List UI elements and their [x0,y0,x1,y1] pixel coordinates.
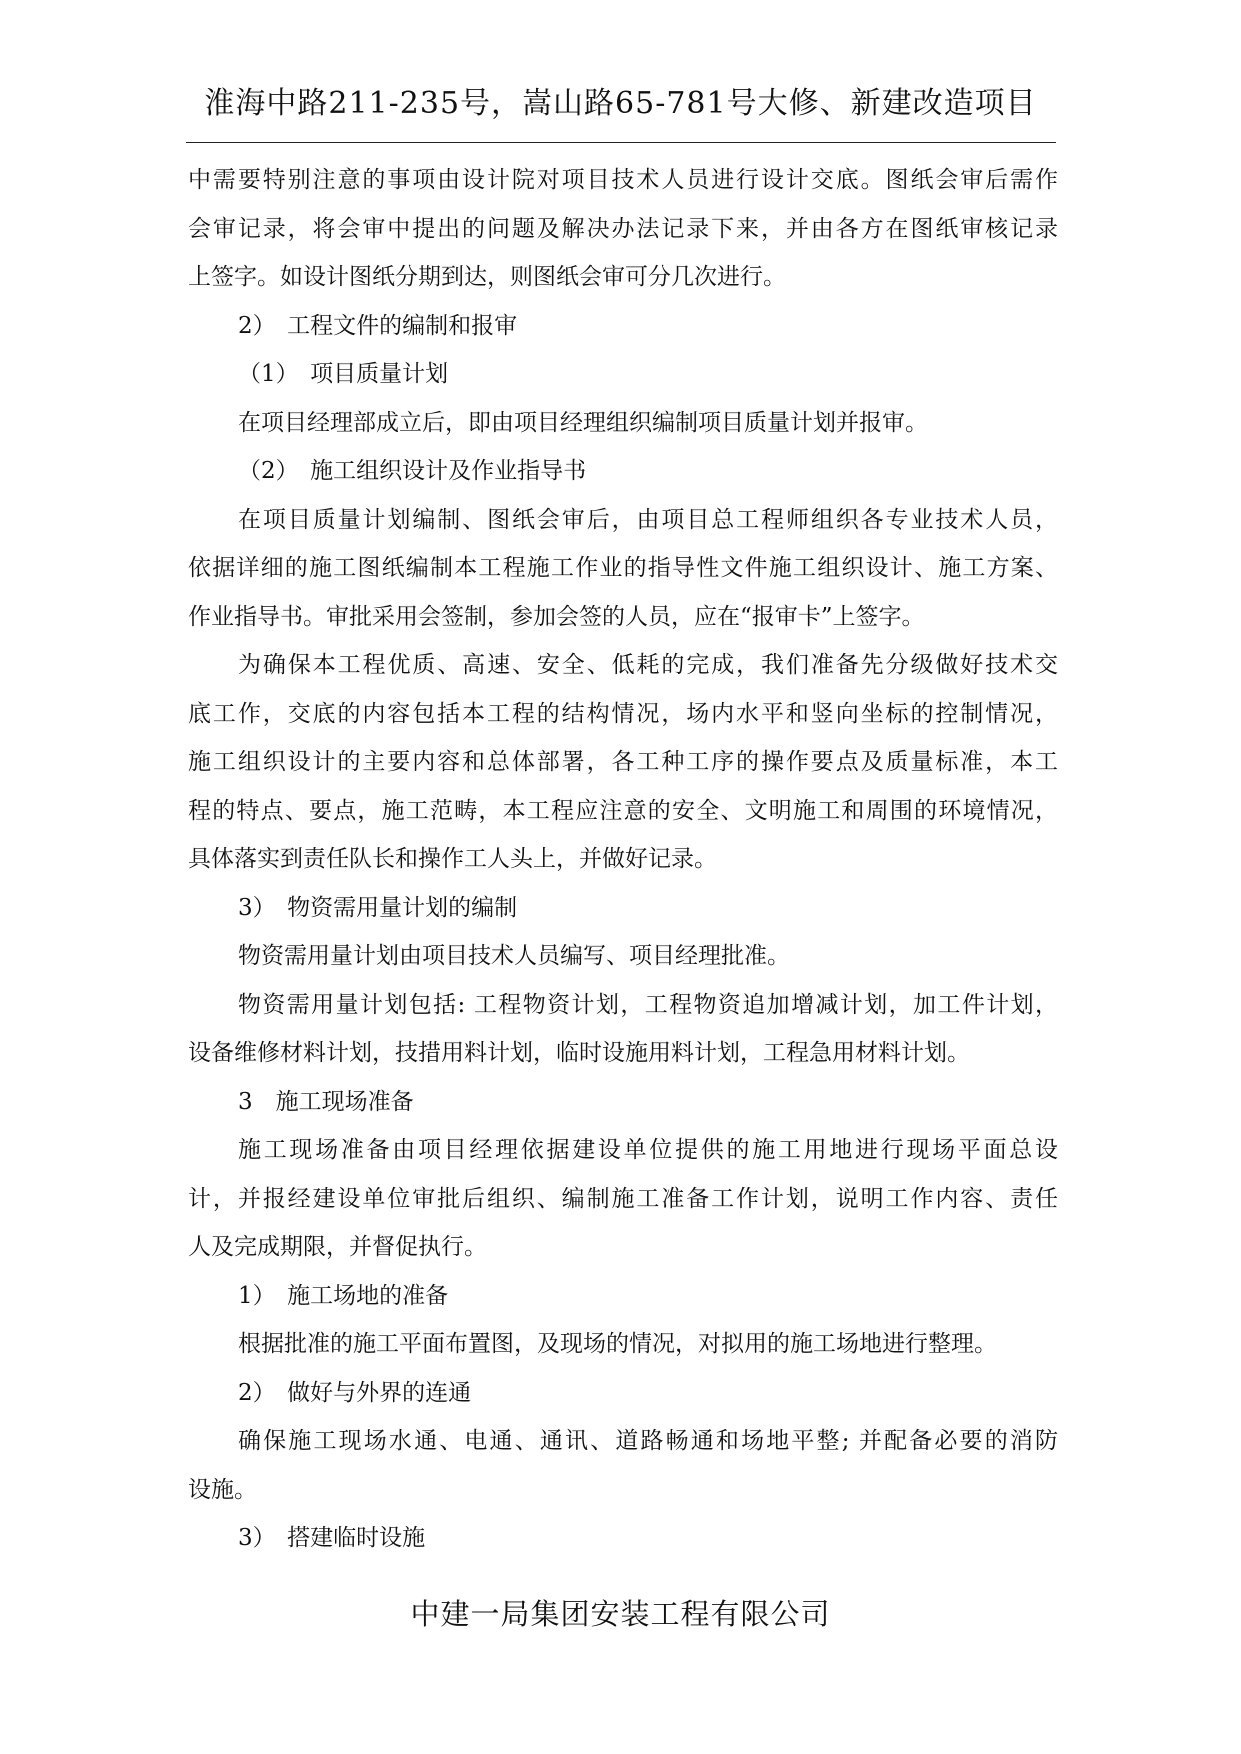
text-line: 底工作，交底的内容包括本工程的结构情况，场内水平和竖向坐标的控制情况， [188,700,1058,727]
text-line: 根据批准的施工平面布置图，及现场的情况，对拟用的施工场地进行整理。 [238,1331,997,1357]
header-divider [186,142,1056,143]
text-line: （1） 项目质量计划 [238,361,449,387]
text-line: 依据详细的施工图纸编制本工程施工作业的指导性文件施工组织设计、施工方案、 [188,555,1058,581]
page-footer-company: 中建一局集团安装工程有限公司 [410,1597,831,1631]
text-line: 上签字。如设计图纸分期到达，则图纸会审可分几次进行。 [188,264,786,290]
text-line: 具体落实到责任队长和操作工人头上，并做好记录。 [188,846,717,872]
text-line: 人及完成期限，并督促执行。 [188,1234,487,1260]
text-line: 3 施工现场准备 [238,1088,414,1115]
text-line: 作业指导书。审批采用会签制，参加会签的人员，应在“报审卡”上签字。 [188,603,925,630]
document-body [188,156,1058,1563]
text-line: 3） 物资需用量计划的编制 [238,894,518,921]
text-line: 确保施工现场水通、电通、通讯、道路畅通和场地平整; 并配备必要的消防 [238,1428,1058,1454]
text-line: 施工组织设计的主要内容和总体部署，各工种工序的操作要点及质量标准，本工 [188,749,1058,775]
text-line: 会审记录，将会审中提出的问题及解决办法记录下来，并由各方在图纸审核记录 [188,215,1058,242]
text-line: （2） 施工组织设计及作业指导书 [238,458,587,484]
text-line: 程的特点、要点，施工范畴，本工程应注意的安全、文明施工和周围的环境情况， [188,797,1058,824]
text-line: 在项目质量计划编制、图纸会审后，由项目总工程师组织各专业技术人员， [238,506,1058,533]
text-line: 施工现场准备由项目经理依据建设单位提供的施工用地进行现场平面总设 [238,1137,1058,1163]
text-line: 2） 工程文件的编制和报审 [238,312,518,339]
text-line: 为确保本工程优质、高速、安全、低耗的完成，我们准备先分级做好技术交 [238,652,1058,678]
text-line: 中需要特别注意的事项由设计院对项目技术人员进行设计交底。图纸会审后需作 [188,167,1058,193]
text-line: 设备维修材料计划，技措用料计划，临时设施用料计划，工程急用材料计划。 [188,1040,970,1066]
text-line: 物资需用量计划由项目技术人员编写、项目经理批准。 [238,943,790,969]
text-line: 2） 做好与外界的连通 [238,1379,472,1406]
text-line: 3） 搭建临时设施 [238,1525,426,1551]
text-line: 计，并报经建设单位审批后组织、编制施工准备工作计划，说明工作内容、责任 [188,1185,1058,1212]
text-line: 物资需用量计划包括: 工程物资计划，工程物资追加增减计划，加工件计划， [238,991,1058,1018]
text-line: 在项目经理部成立后，即由项目经理组织编制项目质量计划并报审。 [238,409,928,436]
text-line: 1） 施工场地的准备 [238,1282,449,1309]
text-line: 设施。 [188,1476,257,1503]
page-header-title: 淮海中路211-235号，嵩山路65-781号大修、新建改造项目 [204,86,1037,121]
